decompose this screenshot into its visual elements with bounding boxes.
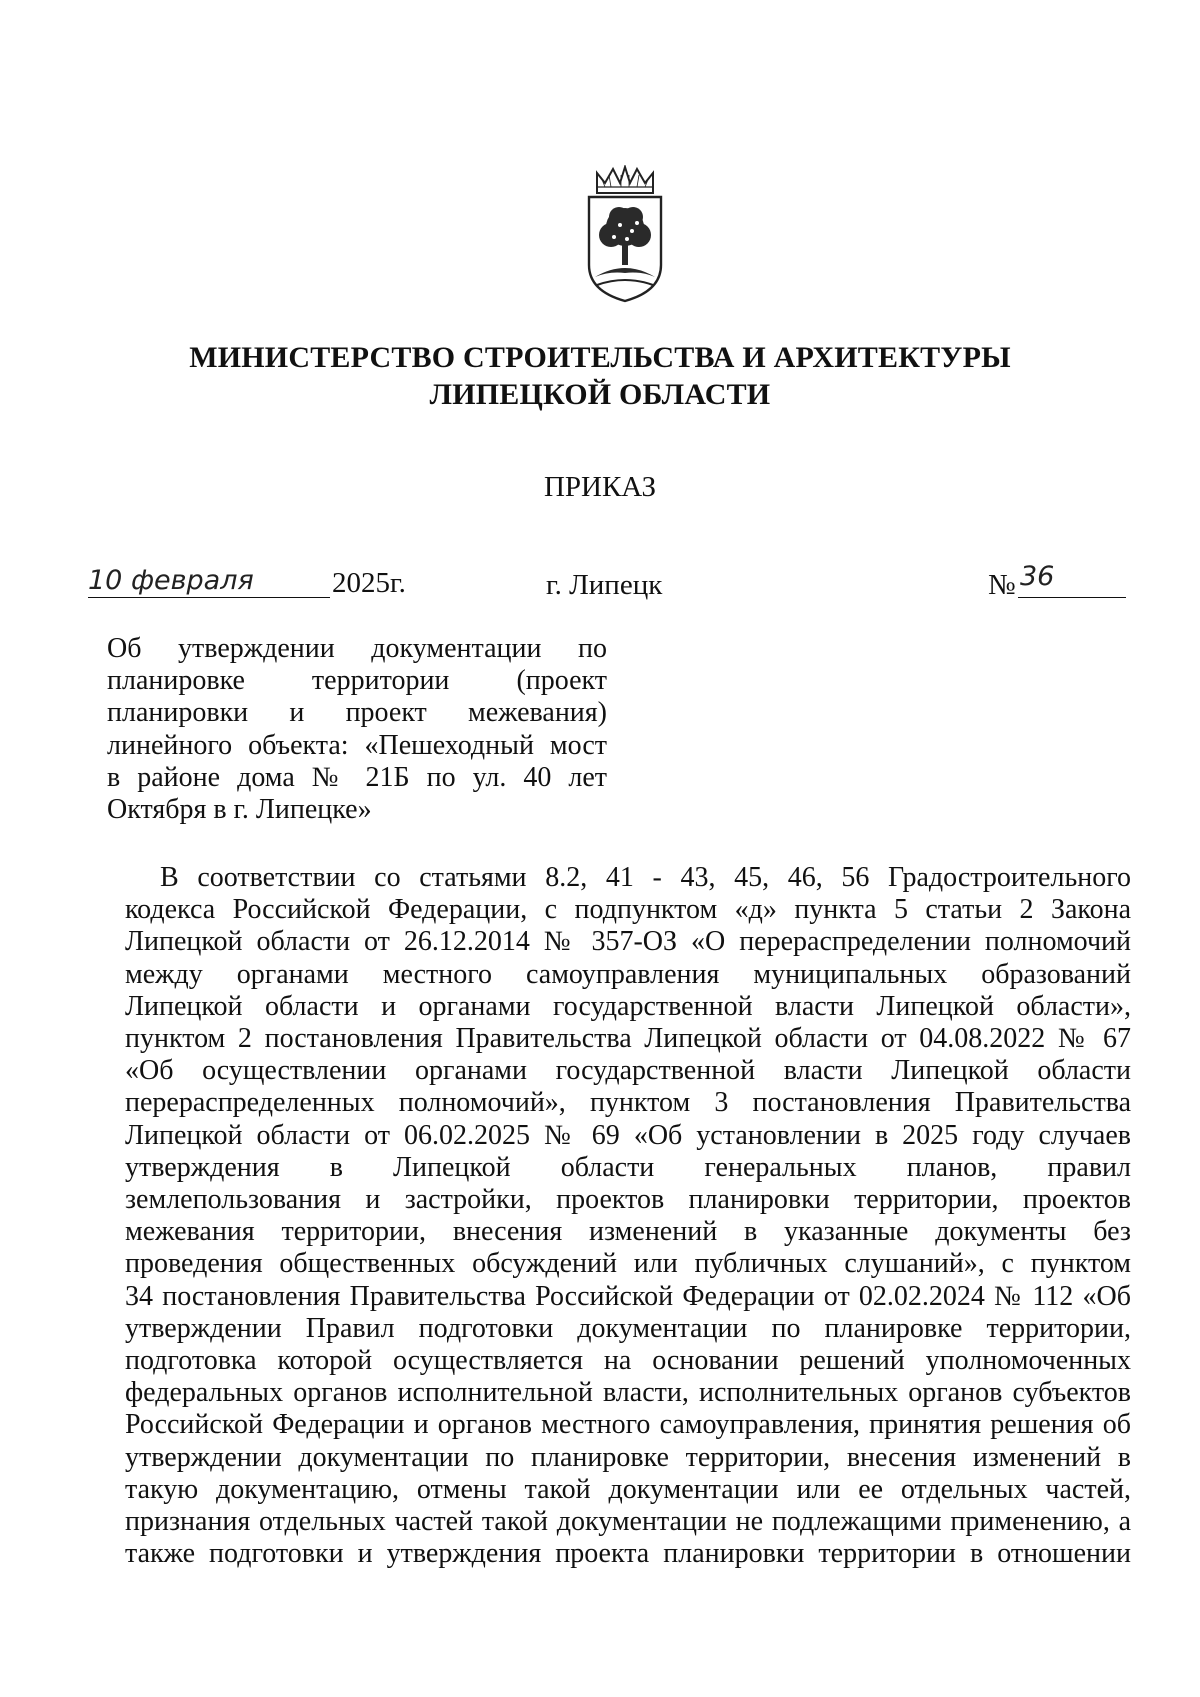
body-line: федеральных органов исполнительной власти, исполнительных органов субъектов [125,1377,1131,1409]
subject-line: в районе дома № 21Б по ул. 40 лет [107,761,607,793]
body-line: перераспределенных полномочий», пунктом 3 постановления Правительства [125,1087,1131,1119]
document-body [125,862,1131,1570]
document-subject [107,633,607,826]
subject-line: Об утверждении документации по [107,633,607,664]
ministry-name-line-2: ЛИПЕЦКОЙ ОБЛАСТИ [429,378,771,411]
body-line: такую документацию, отмены такой документации или ее отдельных частей, [125,1473,1131,1505]
body-line: кодекса Российской Федерации, с подпунктом «д» пункта 5 статьи 2 Закона [125,894,1131,926]
body-line: между органами местного самоуправления муниципальных образований [125,958,1131,990]
document-year: 2025г. [332,567,406,599]
subject-line: планировке территории (проект [107,665,607,697]
document-city: г. Липецк [546,569,663,601]
body-line: подготовка которой осуществляется на основании решений уполномоченных [125,1345,1131,1377]
number-underline [1018,597,1126,598]
body-line: утверждении документации по планировке территории, внесения изменений в [125,1441,1131,1473]
handwritten-number: 36 [1020,561,1055,592]
body-line: пунктом 2 постановления Правительства Липецкой области от 04.08.2022 № 67 [125,1023,1131,1055]
subject-line: планировки и проект межевания) [107,697,607,729]
issuer-heading [0,339,1200,413]
body-line: утверждении Правил подготовки документации по планировке территории, [125,1312,1131,1344]
body-line: Российской Федерации и органов местного самоуправления, принятия решения об [125,1409,1131,1441]
coat-of-arms-graphic [575,165,675,305]
body-line: Липецкой области и органами государственной власти Липецкой области», [125,990,1131,1022]
coat-of-arms-icon [575,165,675,305]
body-line: землепользования и застройки, проектов планировки территории, проектов [125,1184,1131,1216]
body-line: Липецкой области от 26.12.2014 № 357-ОЗ «О перераспределении полномочий [125,926,1131,958]
body-line: также подготовки и утверждения проекта планировки территории в отношении [125,1538,1131,1570]
ministry-name-line-1: МИНИСТЕРСТВО СТРОИТЕЛЬСТВА И АРХИТЕКТУРЫ [189,341,1011,374]
number-sign: № [988,569,1016,601]
body-line: 34 постановления Правительства Российской Федерации от 02.02.2024 № 112 «Об [125,1280,1131,1312]
subject-line: Октября в г. Липецке» [107,794,372,826]
body-line: межевания территории, внесения изменений в указанные документы без [125,1216,1131,1248]
date-underline [88,597,330,598]
handwritten-date: 10 февраля [88,565,254,596]
body-line: Липецкой области от 06.02.2025 № 69 «Об установлении в 2025 году случаев [125,1119,1131,1151]
date-place-number-row [0,561,1200,611]
body-line: «Об осуществлении органами государственной власти Липецкой области [125,1055,1131,1087]
body-line: утверждения в Липецкой области генеральных планов, правил [125,1151,1131,1183]
document-type: ПРИКАЗ [543,471,657,503]
subject-line: линейного объекта: «Пешеходный мост [107,729,607,761]
body-line: признания отдельных частей такой документации не подлежащими применению, а [125,1506,1131,1538]
body-line: В соответствии со статьями 8.2, 41 - 43, 45, 46, 56 Градостроительного [160,862,1131,893]
body-line: проведения общественных обсуждений или публичных слушаний», с пунктом [125,1248,1131,1280]
